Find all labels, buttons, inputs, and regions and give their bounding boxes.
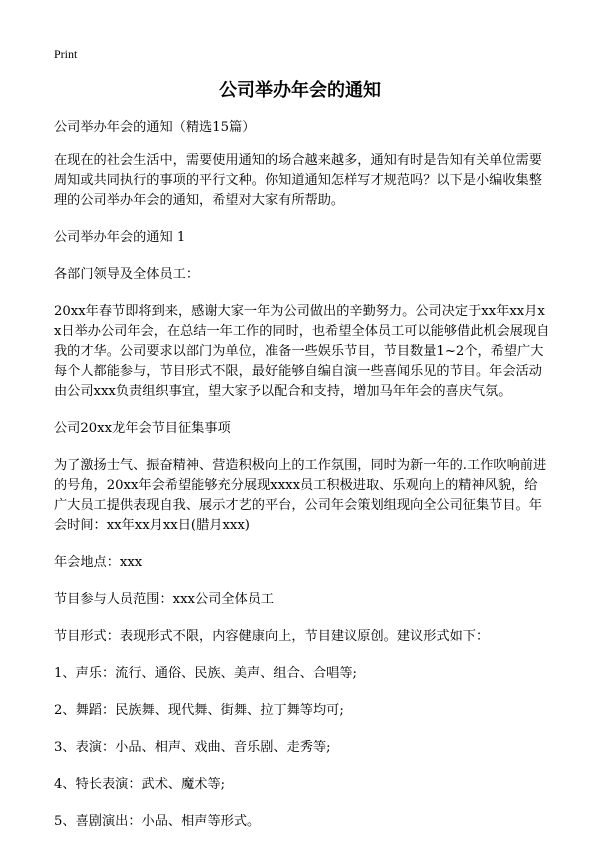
list-item: 4、特长表演：武术、魔术等;	[54, 777, 226, 792]
list-item: 2、舞蹈：民族舞、现代舞、街舞、拉丁舞等均可;	[54, 703, 344, 718]
format-paragraph: 节目形式：表现形式不限，内容健康向上，节目建议原创。建议形式如下：	[54, 629, 490, 644]
body-paragraph: 20xx年春节即将到来，感谢大家一年为公司做出的辛勤努力。公司决定于xx年xx月xx日举办公司年会，在总结一年工作的同时，也希望全体员工可以能够借此机会展现自我的才华。公司要求以部门为单位，准备一些娱乐节目，节目数量1~2个，希望广大每个人都能参与，节目形式不限，最好能够自编自演一些喜闻乐见的节目。年会活动由公司xxx负责组织事宜，望大家予以配合和支持，增加马年年会的喜庆气氛。	[54, 304, 550, 399]
list-item: 1、声乐：流行、通俗、民族、美声、组合、合唱等;	[54, 666, 357, 681]
section-heading: 公司举办年会的通知 1	[54, 230, 186, 245]
intro-paragraph: 在现在的社会生活中，需要使用通知的场合越来越多，通知有时是告知有关单位需要周知或共同执行的事项的平行文种。你知道通知怎样写才规范吗？以下是小编收集整理的公司举办年会的通知，希望对大家有所帮助。	[54, 153, 542, 208]
list-item: 3、表演：小品、相声、戏曲、音乐剧、走秀等;	[54, 740, 331, 755]
list-item: 5、喜剧演出：小品、相声等形式。	[54, 814, 261, 829]
print-link[interactable]: Print	[54, 47, 78, 61]
subtitle-paragraph: 公司举办年会的通知（精选15篇）	[54, 120, 256, 135]
body-paragraph: 为了激扬士气、振奋精神、营造积极向上的工作氛围，同时为新一年的.工作吹响前进的号角，20xx年会希望能够充分展现xxxx员工积极进取、乐观向上的精神风貌，给广大员工提供表现自我、展示才艺的平台，公司年会策划组现向全公司征集节目。年会时间：xx年xx月xx日(腊月xxx)	[54, 458, 547, 533]
participants-paragraph: 节目参与人员范围：xxx公司全体员工	[54, 592, 275, 607]
page-title: 公司举办年会的通知	[219, 80, 381, 101]
venue-paragraph: 年会地点：xxx	[54, 555, 143, 570]
section-heading: 公司20xx龙年会节目征集事项	[54, 421, 231, 436]
salutation-paragraph: 各部门领导及全体员工：	[54, 267, 200, 282]
document-body	[54, 118, 550, 849]
